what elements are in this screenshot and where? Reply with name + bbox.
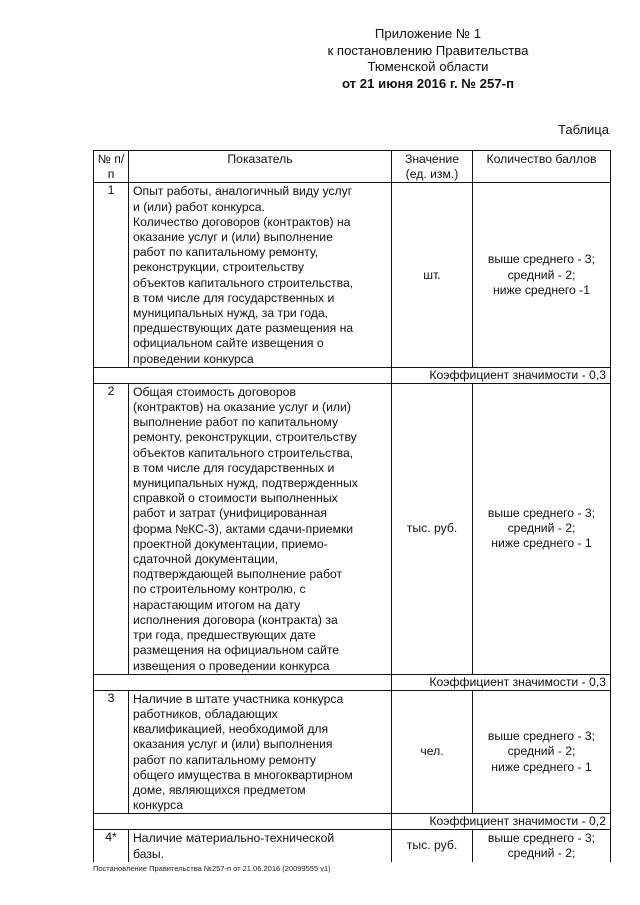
unit-value: тыс. руб. xyxy=(392,830,473,862)
table-caption: Таблица xyxy=(558,122,609,137)
significance-coefficient: Коэффициент значимости - 0,3 xyxy=(392,367,611,383)
table-row xyxy=(94,383,611,674)
score-text: выше среднего - 3; средний - 2; xyxy=(473,830,611,862)
document-footer: Постановление Правительства №257-п от 21.06.2016 (20099555 v1) xyxy=(93,864,331,873)
column-header-indicator: Показатель xyxy=(129,151,392,183)
row-number: 3 xyxy=(94,690,129,814)
column-header-num: № п/п xyxy=(94,151,129,183)
coefficient-row xyxy=(94,674,611,690)
resolution-ref: к постановлению Правительства xyxy=(327,42,529,58)
score-text: выше среднего - 3; средний - 2; ниже среднего - 1 xyxy=(473,690,611,814)
unit-value: шт. xyxy=(392,183,473,367)
row-number: 1 xyxy=(94,183,129,367)
unit-value: тыс. руб. xyxy=(392,383,473,674)
table-row xyxy=(94,690,611,814)
unit-value: чел. xyxy=(392,690,473,814)
significance-coefficient: Коэффициент значимости - 0,2 xyxy=(392,814,611,830)
indicator-text: Наличие материально-технической базы. xyxy=(129,830,392,862)
resolution-date: от 21 июня 2016 г. № 257-п xyxy=(341,75,515,91)
coefficient-row xyxy=(94,814,611,830)
criteria-table xyxy=(93,150,611,862)
row-number: 2 xyxy=(94,383,129,674)
document-header xyxy=(298,26,558,92)
column-header-score: Количество баллов xyxy=(473,151,611,183)
indicator-text: Опыт работы, аналогичный виду услуг и (или) работ конкурса. Количество договоров (контрактов) на оказание услуг и (или) выполнение работ по капитальному ремонту, реконструкции, строительству объектов капитального строительства, в том числе для государственных и муниципальных нужд, за три года, предшествующих дате размещения на официальном сайте извещения о проведении конкурса xyxy=(129,183,392,367)
region-name: Тюменской области xyxy=(367,59,489,74)
score-text: выше среднего - 3; средний - 2; ниже среднего - 1 xyxy=(473,383,611,674)
table-row xyxy=(94,830,611,862)
significance-coefficient: Коэффициент значимости - 0,3 xyxy=(392,674,611,690)
score-text: выше среднего - 3; средний - 2; ниже среднего -1 xyxy=(473,183,611,367)
coefficient-row xyxy=(94,367,611,383)
appendix-title: Приложение № 1 xyxy=(374,26,482,41)
indicator-text: Наличие в штате участника конкурса работников, обладающих квалификацией, необходимой для оказания услуг и (или) выполнения работ по капитальному ремонту общего имущества в многоквартирном доме, являющихся предметом конкурса xyxy=(129,690,392,814)
indicator-text: Общая стоимость договоров (контрактов) на оказание услуг и (или) выполнение работ по капитальному ремонту, реконструкции, строительству объектов капитального строительства, в том числе для государственных и муниципальных нужд, подтвержденных справкой о стоимости выполненных работ и затрат (унифицированная форма №КС-3), актами сдачи-приемки проектной документации, приемо- сдаточной документации, подтверждающей выполнение работ по строительному контролю, с нарастающим итогом на дату исполнения договора (контракта) за три года, предшествующих дате размещения на официальном сайте извещения о проведении конкурса xyxy=(129,383,392,674)
row-number: 4* xyxy=(94,830,129,862)
table-row xyxy=(94,183,611,367)
column-header-unit: Значение (ед. изм.) xyxy=(392,151,473,183)
